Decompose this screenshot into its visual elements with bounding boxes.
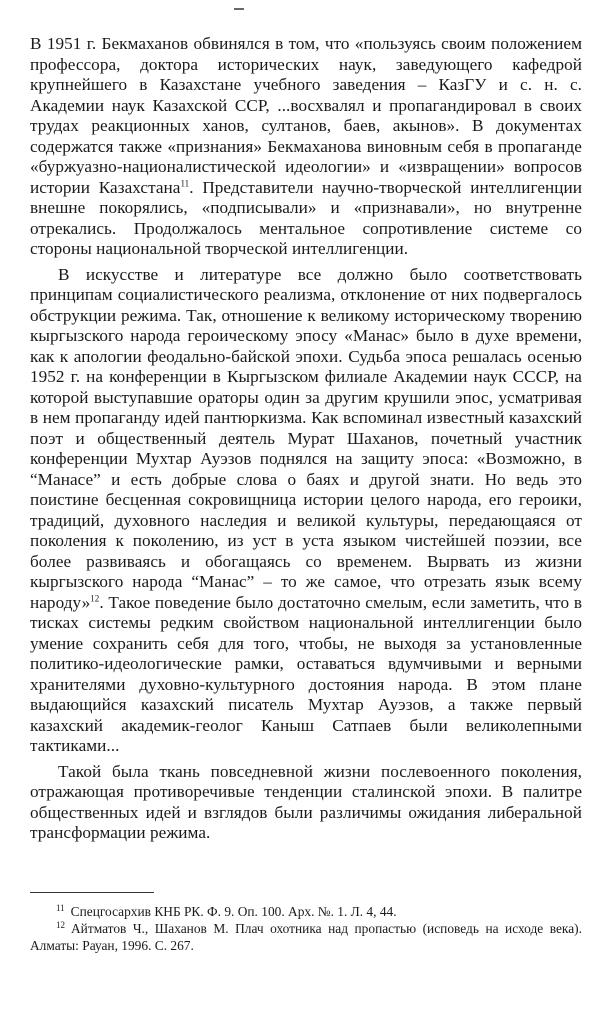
paragraph-1-text-b: . Представители научно-творческой интеллигенции внешне покорялись, «подписывали» и «признавали», но внутренне отрекались. Продолжалось ментальное сопротивление системе со стороны национальной творческой интеллигенции. — [30, 177, 582, 258]
footnote-ref-12[interactable]: 12 — [90, 592, 100, 603]
footnote-ref-11[interactable]: 11 — [180, 177, 190, 188]
paragraph-1 — [30, 34, 582, 260]
footnotes — [30, 903, 582, 954]
footnote-number: 12 — [56, 919, 65, 930]
footnote-12 — [30, 920, 582, 954]
paragraph-3 — [30, 762, 582, 844]
footnote-divider — [30, 892, 154, 893]
footnote-text: Спецгосархив КНБ РК. Ф. 9. Оп. 100. Арх. №. 1. Л. 4, 44. — [70, 904, 397, 919]
paragraph-2-text-a: В искусстве и литературе все должно было соответствовать принципам социалистического реализма, отклонение от них подвергалось обструкции режима. Так, отношение к великому историческому творению кыргызского народа героическому эпосу «Манас» было в духе времени, как к апологии феодально-байской эпохи. Судьба эпоса решалась осенью 1952 г. на конференции в Кыргызском филиале Академии наук СССР, на которой выступавшие ораторы один за другим крушили эпос, усматривая в нем пропаганду идей пантюркизма. Как вспоминал известный казахский поэт и общественный деятель Мурат Шаханов, почетный участник конференции Мухтар Ауэзов поднялся на защиту эпоса: «Возможно, в “Манасе” и есть добрые слова о баях и другой знати. Но ведь это поистине бесценная сокровищница истории целого народа, его героики, традиций, духовного наследия и великой культуры, передающаяся от поколения к поколению, из уст в уста языком чистейшей поэзии, все более развиваясь и обогащаясь со временем. Вырвать из жизни кыргызского народа “Манас” – то же самое, что отрезать язык всему народу» — [30, 264, 582, 612]
footnote-11 — [30, 903, 582, 920]
paragraph-3-text: Такой была ткань повседневной жизни послевоенного поколения, отражающая противоречивые тенденции сталинской эпохи. В палитре общественных идей и взглядов были различимы ожидания либеральной трансформации режима. — [30, 761, 582, 842]
scan-mark — [234, 8, 244, 10]
page-body — [30, 34, 582, 844]
footnote-number: 11 — [56, 902, 65, 913]
paragraph-2-text-b: . Такое поведение было достаточно смелым, если заметить, что в тисках системы редким свойством национальной интеллигенции было умение сохранить себя для того, чтобы, не выходя за установленные политико-идеологические рамки, оставаться вдумчивыми и верными хранителями духовно-культурного достояния народа. В этом плане выдающийся казахский писатель Мухтар Ауэзов, а также первый казахский академик-геолог Каныш Сатпаев были великолепными тактиками... — [30, 592, 582, 755]
paragraph-1-text-a: В 1951 г. Бекмаханов обвинялся в том, что «пользуясь своим положением профессора, доктора исторических наук, заведующего кафедрой крупнейшего в Казахстане учебного заведения – КазГУ и с. н. с. Академии наук Казахской ССР, ...восхвалял и пропагандировал в своих трудах реакционных ханов, султанов, баев, акынов». В документах содержатся также «признания» Бекмаханова виновным себя в пропаганде «буржуазно-националистической идеологии» и «извращении» вопросов истории Казахстана — [30, 34, 582, 197]
footnote-text: Айтматов Ч., Шаханов М. Плач охотника над пропастью (исповедь на исходе века). Алматы: Рауан, 1996. С. 267. — [30, 921, 582, 953]
paragraph-2 — [30, 265, 582, 757]
